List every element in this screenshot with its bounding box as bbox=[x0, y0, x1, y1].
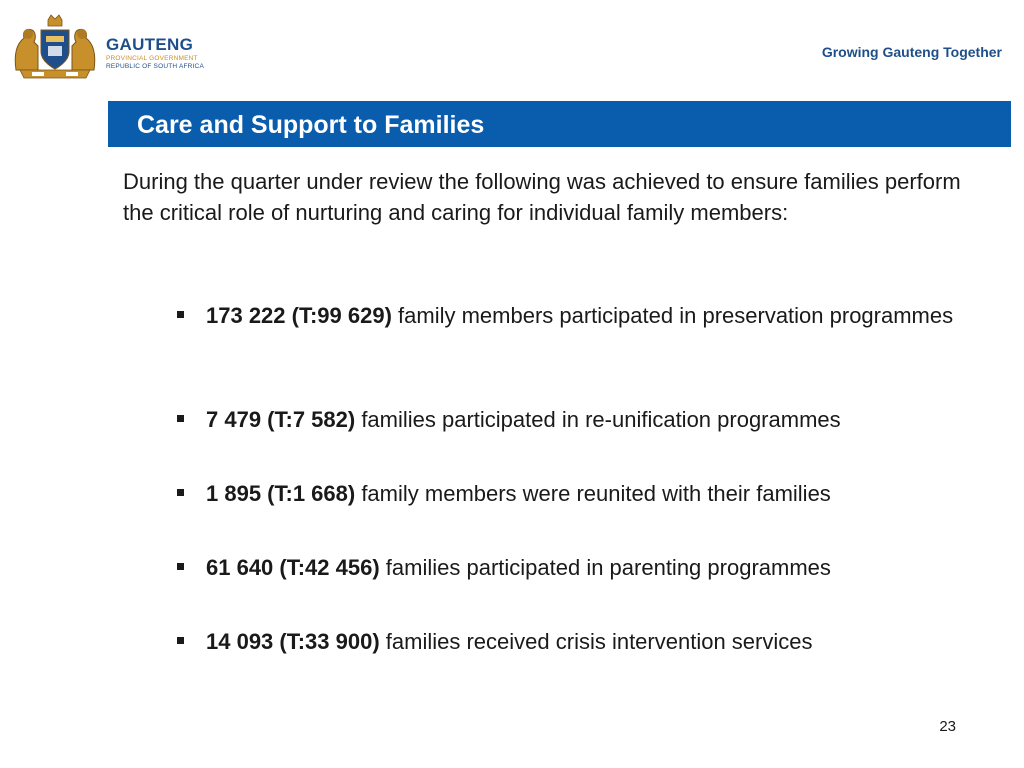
coat-of-arms-icon bbox=[10, 12, 100, 80]
bullet-square-icon bbox=[177, 311, 184, 318]
bullet-text: families participated in parenting programmes bbox=[379, 555, 831, 580]
bullet-square-icon bbox=[177, 415, 184, 422]
bullet-item bbox=[174, 478, 1006, 509]
tagline: Growing Gauteng Together bbox=[821, 44, 1002, 60]
bullet-figure: 14 093 (T:33 900) bbox=[206, 629, 380, 654]
bullet-item bbox=[174, 300, 1006, 331]
bullet-item bbox=[174, 626, 1006, 657]
bullet-square-icon bbox=[177, 637, 184, 644]
title-bar bbox=[108, 101, 1011, 147]
bullet-square-icon bbox=[177, 489, 184, 496]
bullet-figure: 61 640 (T:42 456) bbox=[206, 555, 380, 580]
gauteng-logo bbox=[10, 12, 210, 82]
bullet-square-icon bbox=[177, 563, 184, 570]
bullet-figure: 1 895 (T:1 668) bbox=[206, 481, 356, 506]
logo-subtitle: PROVINCIAL GOVERNMENT bbox=[106, 55, 198, 62]
bullet-text: family members were reunited with their families bbox=[355, 481, 831, 506]
logo-text bbox=[106, 36, 204, 70]
logo-country: REPUBLIC OF SOUTH AFRICA bbox=[106, 62, 204, 70]
intro-paragraph: During the quarter under review the following was achieved to ensure families perform the critical role of nurturing and caring for individual family members: bbox=[123, 169, 961, 225]
logo-name: GAUTENG bbox=[106, 35, 194, 54]
bullet-item bbox=[174, 404, 1006, 435]
bullet-figure: 173 222 (T:99 629) bbox=[206, 303, 392, 328]
page-number: 23 bbox=[939, 718, 956, 735]
bullet-text: family members participated in preservation programmes bbox=[391, 303, 954, 328]
bullet-item bbox=[174, 552, 1006, 583]
bullet-text: families received crisis intervention services bbox=[379, 629, 813, 654]
bullet-text: families participated in re-unification programmes bbox=[355, 407, 841, 432]
bullet-figure: 7 479 (T:7 582) bbox=[206, 407, 356, 432]
slide-title: Care and Support to Families bbox=[137, 111, 485, 139]
